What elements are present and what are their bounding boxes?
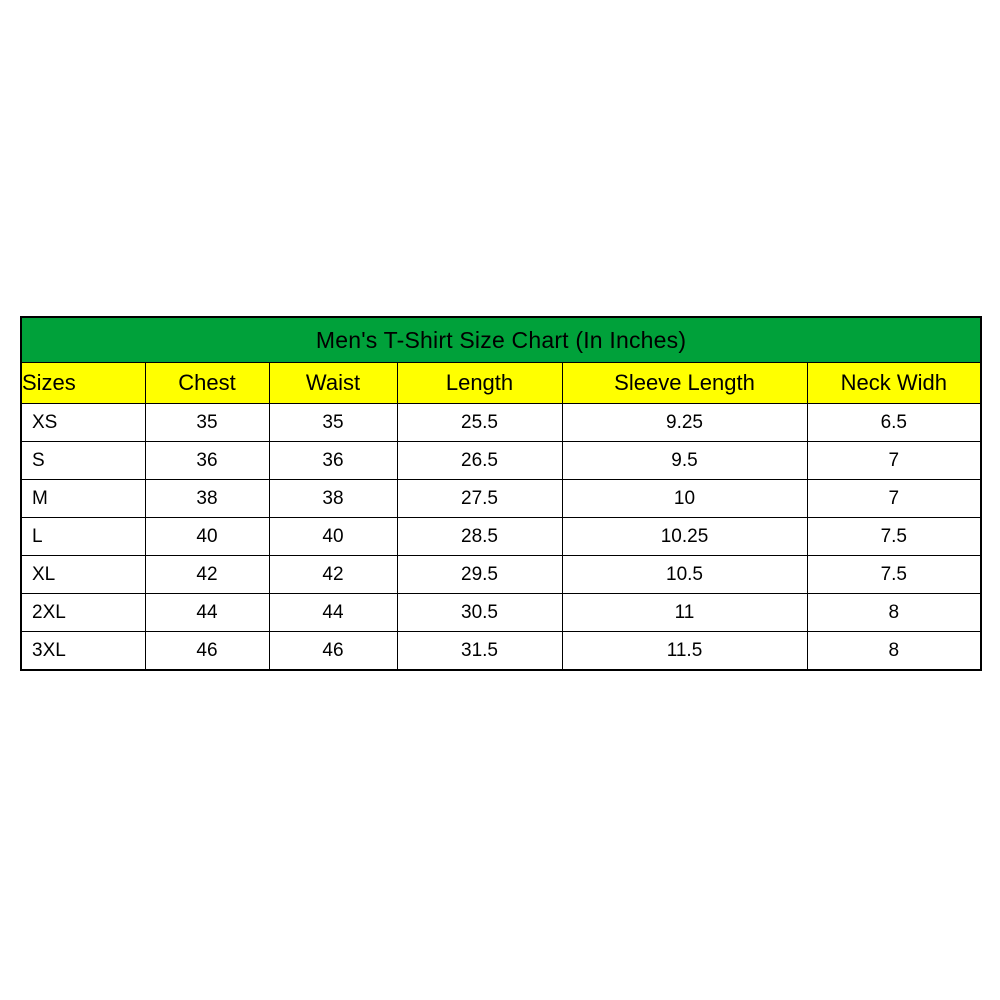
cell-waist: 44 [269,594,397,632]
cell-chest: 38 [145,480,269,518]
table-row [21,556,981,594]
cell-size: XS [21,404,145,442]
size-chart-container [20,316,980,671]
cell-neck-width: 7 [807,480,981,518]
cell-sleeve-length: 11 [562,594,807,632]
column-header-waist: Waist [269,363,397,404]
table-row [21,632,981,671]
cell-chest: 42 [145,556,269,594]
cell-neck-width: 7.5 [807,518,981,556]
table-head [21,317,981,404]
cell-chest: 36 [145,442,269,480]
cell-neck-width: 6.5 [807,404,981,442]
chart-title: Men's T-Shirt Size Chart (In Inches) [21,317,981,363]
cell-size: XL [21,556,145,594]
cell-size: M [21,480,145,518]
cell-length: 25.5 [397,404,562,442]
cell-waist: 35 [269,404,397,442]
table-row [21,518,981,556]
table-row [21,594,981,632]
cell-waist: 36 [269,442,397,480]
table-title-row [21,317,981,363]
cell-size: 2XL [21,594,145,632]
cell-size: S [21,442,145,480]
cell-waist: 38 [269,480,397,518]
cell-neck-width: 8 [807,594,981,632]
cell-neck-width: 7 [807,442,981,480]
table-row [21,404,981,442]
cell-neck-width: 8 [807,632,981,671]
cell-sleeve-length: 10.25 [562,518,807,556]
cell-sleeve-length: 10 [562,480,807,518]
cell-size: 3XL [21,632,145,671]
column-header-sleeve-length: Sleeve Length [562,363,807,404]
cell-chest: 35 [145,404,269,442]
cell-waist: 40 [269,518,397,556]
column-header-sizes: Sizes [21,363,145,404]
cell-sleeve-length: 11.5 [562,632,807,671]
size-chart-table [20,316,982,671]
column-header-chest: Chest [145,363,269,404]
table-row [21,442,981,480]
column-header-neck-width: Neck Widh [807,363,981,404]
cell-length: 29.5 [397,556,562,594]
table-row [21,480,981,518]
cell-chest: 46 [145,632,269,671]
cell-waist: 42 [269,556,397,594]
cell-length: 27.5 [397,480,562,518]
cell-waist: 46 [269,632,397,671]
table-header-row [21,363,981,404]
cell-sleeve-length: 10.5 [562,556,807,594]
column-header-length: Length [397,363,562,404]
table-body [21,404,981,671]
cell-length: 26.5 [397,442,562,480]
cell-length: 30.5 [397,594,562,632]
cell-sleeve-length: 9.25 [562,404,807,442]
cell-size: L [21,518,145,556]
cell-length: 31.5 [397,632,562,671]
cell-chest: 44 [145,594,269,632]
cell-length: 28.5 [397,518,562,556]
cell-neck-width: 7.5 [807,556,981,594]
cell-chest: 40 [145,518,269,556]
cell-sleeve-length: 9.5 [562,442,807,480]
